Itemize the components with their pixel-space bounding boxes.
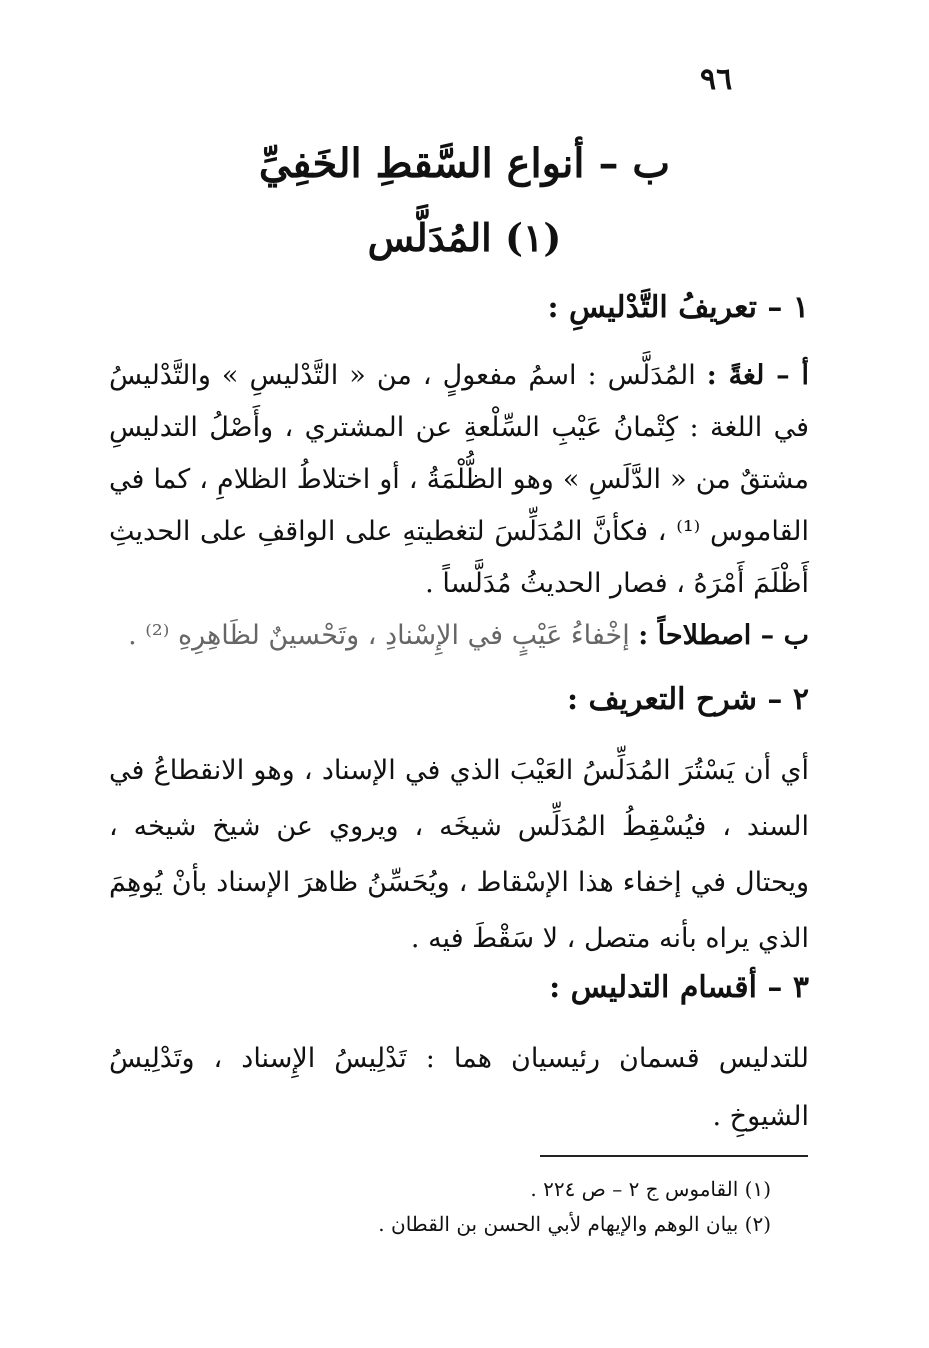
istilah-label: ب – اصطلاحاً : bbox=[638, 620, 809, 651]
page-subtitle: (١) المُدَلَّس bbox=[367, 215, 562, 260]
aqsam-paragraph: للتدليس قسمان رئيسيان هما : تَدْلِيسُ الإِسناد ، وتَدْلِيسُ الشيوخِ . bbox=[109, 1043, 809, 1132]
section-1-heading: ١ – تعريفُ التَّدْليسِ : bbox=[547, 290, 809, 325]
section-2-heading: ٢ – شرح التعريف : bbox=[567, 682, 809, 717]
footnote-1: (١) القاموس ج ٢ – ص ٢٢٤ . bbox=[530, 1177, 771, 1201]
page-number: ٩٦ bbox=[700, 62, 733, 97]
lugha-text: المُدَلَّس : اسمُ مفعولٍ ، من « التَّدْليسِ » والتَّدْليسُ في اللغة : كِتْمانُ عَيْبِ السِّلْعةِ عن المشتري ، وأَصْلُ التدليسِ مشتقٌ من « الدَّلَسِ » وهو الظُّلْمَةُ ، أو اختلاطُ الظلامِ ، كما في القاموس ⁽¹⁾ ، فكأنَّ المُدَلِّسَ لتغطيتهِ على الواقفِ على الحديثِ أَظْلَمَ أَمْرَهُ ، فصار الحديثُ مُدَلَّساً . bbox=[109, 360, 809, 599]
istilah-paragraph bbox=[109, 610, 809, 662]
footnote-2: (٢) بيان الوهم والإيهام لأبي الحسن بن القطان . bbox=[378, 1212, 771, 1236]
footnote-divider bbox=[540, 1155, 808, 1157]
page-title: ب – أنواع السَّقطِ الخَفِيِّ bbox=[258, 140, 671, 187]
lugha-label: أ – لغةً : bbox=[706, 360, 809, 391]
section-3-heading: ٣ – أقسام التدليس : bbox=[549, 970, 809, 1005]
istilah-text: إخْفاءُ عَيْبٍ في الإِسْنادِ ، وتَحْسينٌ لظَاهِرِهِ ⁽²⁾ . bbox=[128, 620, 630, 651]
sharh-paragraph: أي أن يَسْتُرَ المُدَلِّسُ العَيْبَ الذي في الإسناد ، وهو الانقطاعُ في السند ، فيُسْقِطُ المُدَلِّس شيخَه ، ويروي عن شيخ شيخه ، ويحتال في إخفاء هذا الإسْقاط ، ويُحَسِّنُ ظاهرَ الإسناد بأنْ يُوهِمَ الذي يراه بأنه متصل ، لا سَقْطَ فيه . bbox=[109, 755, 809, 954]
lugha-paragraph bbox=[109, 350, 809, 610]
